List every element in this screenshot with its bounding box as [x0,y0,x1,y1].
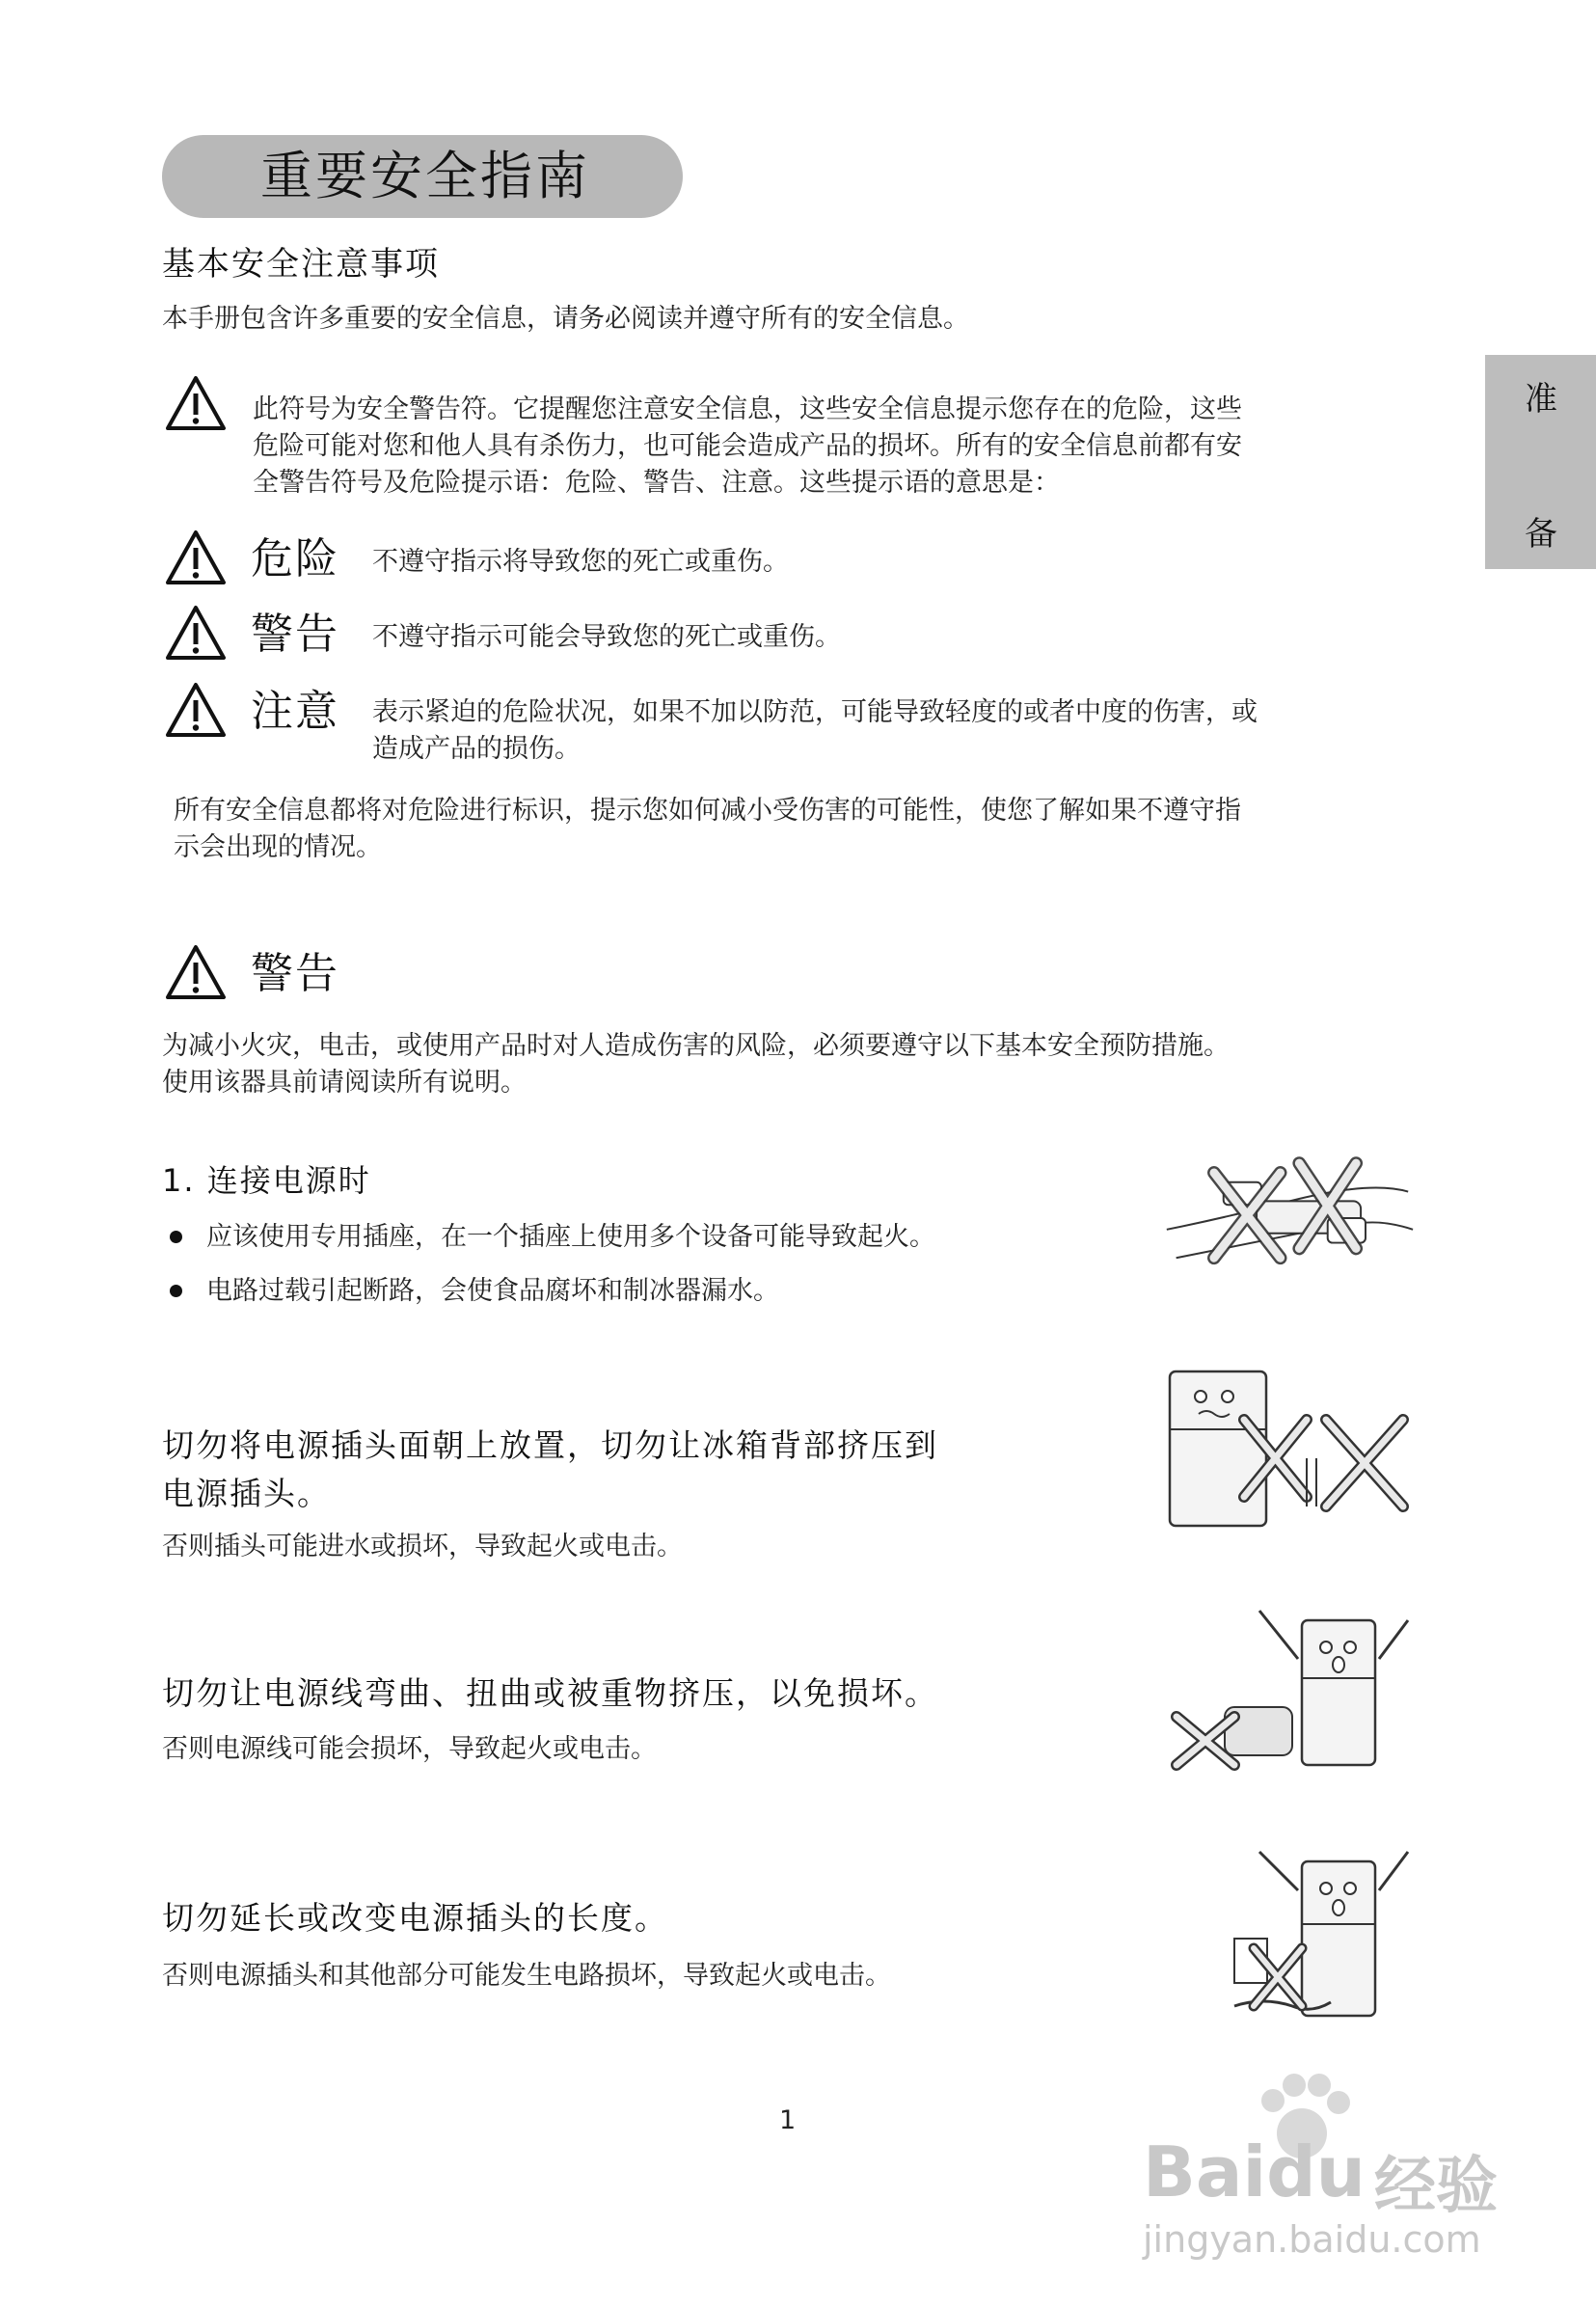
section-heading-basic: 基本安全注意事项 [162,245,440,284]
watermark-brand-cn: 经验 [1374,2151,1498,2222]
side-tab-char-1: 准 [1525,380,1557,419]
level-text-caution-2: 造成产品的损伤。 [372,734,581,764]
symbol-line-3: 全警告符号及危险提示语：危险、警告、注意。这些提示语的意思是： [253,468,1060,498]
warning-triangle-icon [164,374,228,432]
item-heading-2: 切勿让电源线弯曲、扭曲或被重物挤压，以免损坏。 [162,1674,938,1712]
danger-triangle-icon [164,529,228,586]
item-heading-3: 切勿延长或改变电源插头的长度。 [162,1899,668,1937]
level-label-warning: 警告 [251,610,339,659]
bullet-text-1: 应该使用专用插座，在一个插座上使用多个设备可能导致起火。 [206,1222,935,1252]
bullet-dot [170,1285,182,1297]
section-heading-power: 1. 连接电源时 [162,1162,371,1199]
warning-intro-2: 使用该器具前请阅读所有说明。 [162,1068,527,1098]
watermark-brand: Baidu [1143,2131,1366,2212]
item-text-1: 否则插头可能进水或损坏，导致起火或电击。 [162,1532,683,1561]
item-text-2: 否则电源线可能会损坏，导致起火或电击。 [162,1734,657,1764]
level-label-danger: 危险 [251,534,339,584]
watermark-url: jingyan.baidu.com [1143,2218,1481,2261]
bullet-text-2: 电路过载引起断路，会使食品腐坏和制冰器漏水。 [206,1276,779,1306]
side-tab [1485,355,1596,569]
plug-extension-illustration [1201,1832,1461,2025]
cord-crushed-illustration [1167,1601,1427,1775]
item-heading-1a: 切勿将电源插头面朝上放置，切勿让冰箱背部挤压到 [162,1426,938,1464]
page-title: 重要安全指南 [260,146,590,206]
level-text-caution-1: 表示紧迫的危险状况，如果不加以防范，可能导致轻度的或者中度的伤害，或 [372,697,1258,727]
side-tab-char-2: 备 [1525,515,1557,554]
item-heading-1b: 电源插头。 [162,1475,331,1512]
bullet-dot [170,1231,182,1243]
summary-line-2: 示会出现的情况。 [174,832,382,862]
multi-plug-prohibited-illustration [1157,1143,1418,1297]
item-text-3: 否则电源插头和其他部分可能发生电路损坏，导致起火或电击。 [162,1961,891,1991]
basic-intro: 本手册包含许多重要的安全信息，请务必阅读并遵守所有的安全信息。 [162,304,969,334]
warning-section-label: 警告 [251,949,339,998]
level-label-caution: 注意 [251,687,339,736]
warning-section-triangle-icon [164,943,228,1001]
summary-line-1: 所有安全信息都将对危险进行标识，提示您如何减小受伤害的可能性，使您了解如果不遵守指 [174,796,1241,826]
warning-intro-1: 为减小火灾，电击，或使用产品时对人造成伤害的风险，必须要遵守以下基本安全预防措施。 [162,1031,1230,1061]
symbol-line-1: 此符号为安全警告符。它提醒您注意安全信息，这些安全信息提示您存在的危险，这些 [253,394,1242,424]
symbol-line-2: 危险可能对您和他人具有杀伤力，也可能会造成产品的损坏。所有的安全信息前都有安 [253,431,1242,461]
caution-triangle-icon [164,681,228,739]
fridge-plug-prohibited-illustration [1162,1362,1422,1535]
level-text-danger: 不遵守指示将导致您的死亡或重伤。 [372,547,789,577]
level-text-warning: 不遵守指示可能会导致您的死亡或重伤。 [372,622,841,652]
warning-level-triangle-icon [164,604,228,662]
page-number: 1 [779,2105,797,2135]
